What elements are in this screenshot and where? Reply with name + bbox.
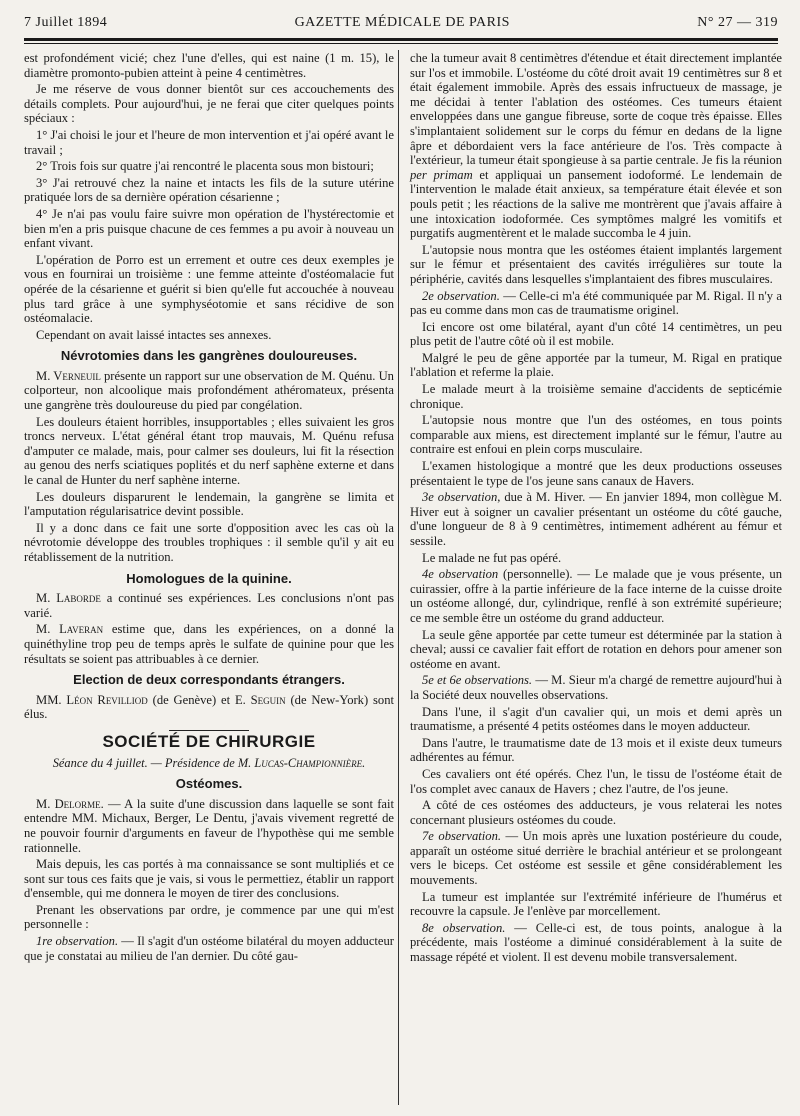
paragraph: 1° J'ai choisi le jour et l'heure de mon intervention et j'ai opéré avant le travail ; — [24, 127, 394, 157]
paragraph: A côté de ces ostéomes des adducteurs, je vous relaterai les notes concernant plusieurs ostéomes du coude. — [410, 798, 782, 827]
paragraph: Mais depuis, les cas portés à ma connaissance se sont multipliés et ce sont sur tous ces faits que je vais, si vous le permettiez, établir un rapport d'ensemble, qui me donnera le moyen de tirer des conclusions. — [24, 857, 394, 901]
paragraph: 4° Je n'ai pas voulu faire suivre mon opération de l'hystérectomie et bien m'en a pris puisque chacune de ces femmes a pu avoir à nouveau un enfant vivant. — [24, 206, 394, 251]
paragraph: est profondément vicié; chez l'une d'elles, qui est naine (1 m. 15), le diamètre promonto-pubien atteint à peine 4 centimètres. — [24, 51, 394, 80]
paragraph-text: MM. — [36, 692, 67, 707]
session-text: . — [362, 755, 366, 770]
paragraph: Le malade meurt à la troisième semaine d'accidents de septicémie chronique. — [410, 382, 782, 411]
header-issue: N° 27 — 319 — [697, 15, 778, 30]
paragraph-text: et appliquai un pansement iodoformé. Le lendemain de l'intervention le malade était anxieux, sa température était élevée et son pouls petit ; les réactions de la salive me montrèrent que j'avais affaire à une intoxication iodoformée. Ces symptômes malgré les vomitifs et purgatifs augmentèrent et le malade succomba le 4 juin. — [410, 167, 782, 241]
observation-label: 7e observation. — [422, 829, 502, 844]
author-name: M. Laveran — [36, 622, 104, 637]
paragraph-text: — Celle-ci m'a été communiquée par M. Rigal. Il n'y a pas eu comme dans mon cas de traumatisme originel. — [410, 288, 782, 318]
header-rule-thick — [24, 38, 778, 41]
paragraph: Il y a donc dans ce fait une sorte d'opposition avec les cas où la névrotomie développe des troubles trophiques : il semble qu'il y ait eu rétablissement de la nutrition. — [24, 520, 394, 564]
heading-nevrotomies: Névrotomies dans les gangrènes douloureuses. — [60, 348, 358, 364]
header-date: 7 Juillet 1894 — [24, 15, 108, 30]
paragraph: Les douleurs disparurent le lendemain, la gangrène se limita et l'amputation régularisatrice devint possible. — [24, 489, 394, 519]
paragraph-text: (de New-York) sont élus. — [24, 692, 395, 722]
author-name: M. Delorme — [36, 796, 101, 811]
heading-election: Election de deux correspondants étrangers. — [73, 672, 345, 688]
right-column — [410, 51, 782, 967]
author-name: Seguin — [250, 692, 286, 707]
paragraph: Je me réserve de vous donner bientôt sur ces accouchements des détails complets. Pour aujourd'hui, je ne ferai que citer quelques points spéciaux : — [24, 82, 394, 126]
paragraph-text: — M. Sieur m'a chargé de remettre aujourd'hui à la Société deux nouvelles observations. — [410, 673, 782, 702]
paragraph: L'autopsie nous montre que l'un des ostéomes, en tous points comparable aux miens, est directement implanté sur le fémur, l'autre au contraire est enfoui en plein corps musculaire. — [410, 413, 782, 457]
column-divider — [398, 50, 399, 1105]
paragraph-text: che la tumeur avait 8 centimètres d'étendue et était directement implantée sur l'os et immobile. L'ostéome du côté droit avait 19 centimètres sur 8 et était également immobile. Après des essais infructueux de massage, je me décidai à tenter l'ablation des ostéomes. Ces tumeurs étaient enveloppées dans une gangue fibreuse, sorte de coque très épaisse. Elles s'implantaient solidement sur le corps du fémur en dedans de la ligne âpre et débordaient vers la face antérieure de l'os. Très compacte à l'extérieur, la tumeur était spongieuse à sa partie centrale. Je fis la réunion — [410, 51, 782, 168]
session-text: Séance du 4 juillet. — Présidence de M. — [52, 755, 255, 770]
heading-homologues: Homologues de la quinine. — [126, 570, 292, 586]
paragraph — [24, 934, 394, 963]
author-name: M. Verneuil — [36, 368, 101, 383]
paragraph-text: — Un mois après une luxation postérieure du coude, apparaît un ostéome situé derrière le brachial antérieur et se prolongeant vers le biceps. Cet ostéome est sessile et gêne considérablement les mouvements. — [410, 829, 782, 888]
observation-label: 2e observation. — [422, 288, 500, 303]
paragraph-text: estime que, dans les expériences, on a donné la quinéthyline trop peu de temps après le sulfate de quinine pour que les résultats se soient pas attribuables à ce dernier. — [24, 622, 394, 666]
paragraph: Dans l'autre, le traumatisme date de 13 mois et il existe deux tumeurs adhérentes au fémur. — [410, 735, 782, 765]
header-title: GAZETTE MÉDICALE DE PARIS — [294, 15, 510, 30]
paragraph — [410, 829, 782, 887]
paragraph: Les douleurs étaient horribles, insupportables ; elles suivaient les gros troncs nerveux. L'état général étant trop mauvais, M. Quénu refusa d'amputer ce malade, mais, pour calmer ses douleurs, lui fit la résection au genou des nerfs sciatiques poplités et du nerf saphène externe et dans le canal de Hunter du nerf saphène interne. — [24, 414, 394, 488]
paragraph: Cependant on avait laissé intactes ses annexes. — [36, 327, 272, 342]
observation-label: 4e observation — [422, 567, 499, 582]
paragraph: Prenant les observations par ordre, je commence par une qui m'est personnelle : — [24, 902, 394, 932]
paragraph: 3° J'ai retrouvé chez la naine et intacts les fils de la suture utérine pratiquée lors de sa dernière opération césarienne ; — [24, 175, 394, 205]
paragraph — [410, 921, 782, 965]
paragraph — [24, 622, 394, 666]
author-name: Léon Revilliod — [66, 692, 148, 707]
paragraph — [24, 797, 394, 855]
paragraph — [410, 289, 782, 318]
observation-label: 3e observation — [422, 490, 498, 505]
paragraph — [24, 591, 394, 620]
paragraph — [24, 369, 394, 413]
paragraph: L'opération de Porro est un errement et outre ces deux exemples je vous en fournirai un troisième : une femme atteinte d'ostéomalacie fut opérée de la césarienne et guérit si bien qu'elle fut accouchée à nouveau plus tard grâce à une symphyséotomie et sans récidive de son ostéomalacie. — [24, 252, 394, 326]
president-name: Lucas-Championnière — [254, 755, 363, 770]
paragraph: 2° Trois fois sur quatre j'ai rencontré le placenta sous mon bistouri; — [36, 159, 374, 174]
section-separator — [169, 730, 249, 731]
paragraph-text: présente un rapport sur une observation de M. Quénu. Un colporteur, non alcoolique mais profondément athéromateux, présenta une gangrène très douloureuse du pied par congélation. — [24, 368, 394, 413]
observation-label: 8e observation. — [422, 920, 506, 935]
paragraph-text: — Celle-ci est, de tous points, analogue à la précédente, mais l'ostéome a diminué considérablement à la suite de massage répété et violent. Il est devenu mobile transversalement. — [410, 920, 782, 965]
paragraph — [24, 693, 394, 722]
observation-label: 1re observation. — [36, 934, 119, 949]
paragraph: Dans l'une, il s'agit d'un cavalier qui, un mois et demi après un traumatisme, a présenté 4 petits ostéomes dans le moyen adducteur. — [410, 704, 782, 734]
left-column — [24, 51, 394, 965]
paragraph-text: (personnelle). — Le malade que je vous présente, un cuirassier, offre à la partie inférieure de la face interne de la cuisse droite un ostéome allongé, dur, cylindrique, renflé à son extrémité supérieure; ce me semble être un ostéome du grand adducteur. — [410, 567, 783, 625]
observation-label: 5e et 6e observations. — [422, 673, 533, 688]
latin-phrase: per primam — [410, 167, 473, 182]
paragraph: Ces cavaliers ont été opérés. Chez l'un, le tissu de l'ostéome était de l'os complet avec canaux de Havers ; chez l'autre, de l'os jeune. — [410, 766, 782, 796]
paragraph-text: , due à M. Hiver. — En janvier 1894, mon collègue M. Hiver eut à soigner un cavalier présentant un ostéome du côté gauche, d'une longueur de 8 à 9 centimètres, intimement adhérent au fémur et sessile. — [410, 490, 782, 548]
header-rule-thin — [24, 43, 778, 44]
paragraph-text: — Il s'agit d'un ostéome bilatéral du moyen adducteur que je constatai au milieu de l'an dernier. Du côté gau- — [24, 934, 394, 963]
session-line — [24, 756, 394, 771]
paragraph: L'autopsie nous montra que les ostéomes étaient implantés largement sur le fémur et présentaient des cavités irrégulières sur toute la périphérie, cavités dans lesquelles s'implantaient des fibres musculaires. — [410, 242, 782, 286]
paragraph — [410, 490, 782, 548]
paragraph: Ici encore ost ome bilatéral, ayant d'un côté 14 centimètres, un peu plus petit de l'autre côté où il est mobile. — [410, 319, 782, 349]
paragraph — [410, 673, 782, 702]
heading-osteomes: Ostéomes. — [175, 776, 243, 792]
paragraph — [410, 51, 782, 241]
paragraph-text: a continué ses expériences. Les conclusions n'ont pas varié. — [24, 591, 394, 620]
page-header — [24, 10, 778, 36]
author-name: M. Laborde — [36, 591, 101, 606]
heading-societe-chirurgie: SOCIÉTÉ DE CHIRURGIE — [102, 731, 316, 751]
paragraph: La tumeur est implantée sur l'extrémité inférieure de l'humérus et recouvre la capsule. Je l'enlève par morcellement. — [410, 889, 782, 919]
paragraph: Malgré le peu de gêne apportée par la tumeur, M. Rigal en pratique l'ablation et referme la plaie. — [410, 350, 782, 380]
paragraph-text: . — A la suite d'une discussion dans laquelle se sont fait entendre MM. Michaux, Berger, Le Dentu, j'avais vivement regretté de ne pouvoir fournir d'arguments en faveur de l'hypothèse qui me semble rationnelle. — [24, 796, 394, 855]
paragraph: L'examen histologique a montré que les deux productions osseuses présentaient le type de l'os jeune sans canaux de Havers. — [410, 459, 782, 488]
paragraph: La seule gêne apportée par cette tumeur est déterminée par la station à cheval; aussi ce cavalier fait effort de rotation en dehors pour amener son ostéome en avant. — [410, 627, 782, 671]
paragraph-text: (de Genève) et E. — [147, 692, 251, 707]
paragraph: Le malade ne fut pas opéré. — [422, 550, 562, 565]
paragraph — [410, 567, 782, 625]
